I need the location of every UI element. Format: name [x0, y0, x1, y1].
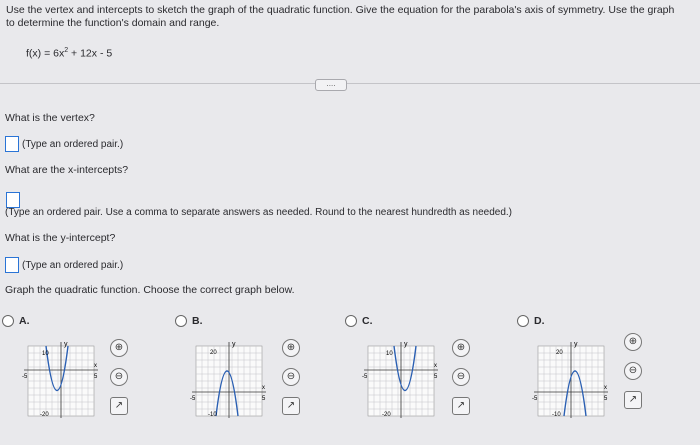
x-axis-label: x: [94, 363, 97, 369]
function-definition: [26, 47, 112, 60]
x-intercepts-answer-input[interactable]: [6, 192, 20, 208]
option-b-label: B.: [192, 315, 203, 327]
x-max-tick: 5: [434, 374, 438, 380]
option-d-zoom-out-icon[interactable]: ⊖: [624, 362, 642, 380]
option-c-zoom-in-icon[interactable]: ⊕: [452, 339, 470, 357]
section-divider: [0, 83, 700, 84]
vertex-answer-input[interactable]: [5, 136, 19, 152]
y-max-tick: 20: [556, 350, 563, 356]
y-min-tick: -20: [382, 412, 391, 418]
option-c-zoom-out-icon[interactable]: ⊖: [452, 368, 470, 386]
option-b[interactable]: [175, 315, 203, 327]
y-intercept-question: What is the y-intercept?: [5, 232, 116, 244]
option-c[interactable]: [345, 315, 373, 327]
option-a-zoom-in-icon[interactable]: ⊕: [110, 339, 128, 357]
option-c-radio[interactable]: [345, 315, 357, 327]
x-intercepts-question: What are the x-intercepts?: [5, 164, 129, 176]
option-b-open-icon[interactable]: ↗: [282, 397, 300, 415]
y-intercept-answer-input[interactable]: [5, 257, 19, 273]
option-d-label: D.: [534, 315, 545, 327]
option-b-zoom-in-icon[interactable]: ⊕: [282, 339, 300, 357]
function-lhs: f(x) = 6x: [26, 47, 65, 60]
option-a-graph: [22, 340, 102, 427]
graph-question: Graph the quadratic function. Choose the correct graph below.: [5, 284, 295, 296]
show-more-button[interactable]: ....: [315, 79, 347, 91]
function-rhs: + 12x - 5: [68, 47, 113, 60]
x-min-tick: -5: [190, 396, 196, 402]
y-intercept-answer-row: [5, 257, 123, 273]
option-c-graph: [362, 340, 442, 427]
option-d[interactable]: [517, 315, 545, 327]
x-axis-label: x: [262, 385, 265, 391]
option-a-label: A.: [19, 315, 30, 327]
y-min-tick: -10: [208, 412, 217, 418]
y-intercept-hint: (Type an ordered pair.): [22, 259, 124, 271]
option-a-zoom-out-icon[interactable]: ⊖: [110, 368, 128, 386]
option-d-zoom-in-icon[interactable]: ⊕: [624, 333, 642, 351]
x-max-tick: 5: [604, 396, 608, 402]
y-max-tick: 10: [42, 351, 49, 357]
option-b-graph: [190, 340, 270, 427]
option-d-radio[interactable]: [517, 315, 529, 327]
option-a-graph-svg: [22, 340, 102, 422]
vertex-hint: (Type an ordered pair.): [22, 138, 124, 150]
x-min-tick: -5: [362, 374, 368, 380]
option-b-zoom-out-icon[interactable]: ⊖: [282, 368, 300, 386]
x-max-tick: 5: [262, 396, 266, 402]
x-min-tick: -5: [22, 374, 28, 380]
option-b-graph-svg: [190, 340, 270, 422]
option-a-open-icon[interactable]: ↗: [110, 397, 128, 415]
option-a[interactable]: [2, 315, 30, 327]
vertex-question: What is the vertex?: [5, 112, 95, 124]
option-d-open-icon[interactable]: ↗: [624, 391, 642, 409]
y-axis-label: y: [64, 341, 68, 348]
x-intercepts-hint: (Type an ordered pair. Use a comma to separate answers as needed. Round to the nearest hundredth as needed.): [5, 207, 512, 218]
function-exponent: 2: [64, 47, 69, 54]
vertex-answer-row: [5, 136, 123, 152]
y-max-tick: 20: [210, 350, 217, 356]
option-b-radio[interactable]: [175, 315, 187, 327]
x-axis-label: x: [434, 363, 437, 369]
option-d-graph-svg: [532, 340, 612, 422]
option-d-graph: [532, 340, 612, 427]
x-axis-label: x: [604, 385, 607, 391]
x-max-tick: 5: [94, 374, 98, 380]
y-axis-label: y: [574, 341, 578, 348]
option-c-open-icon[interactable]: ↗: [452, 397, 470, 415]
option-c-graph-svg: [362, 340, 442, 422]
y-axis-label: y: [232, 341, 236, 348]
y-min-tick: -20: [40, 412, 49, 418]
question-prompt: Use the vertex and intercepts to sketch the graph of the quadratic function. Give the equation for the parabola's axis of symmetry. Use the graph to determine the function's domain and range.: [6, 4, 675, 29]
y-min-tick: -10: [552, 412, 561, 418]
option-c-label: C.: [362, 315, 373, 327]
y-max-tick: 10: [386, 351, 393, 357]
option-a-radio[interactable]: [2, 315, 14, 327]
x-min-tick: -5: [532, 396, 538, 402]
y-axis-label: y: [404, 341, 408, 348]
